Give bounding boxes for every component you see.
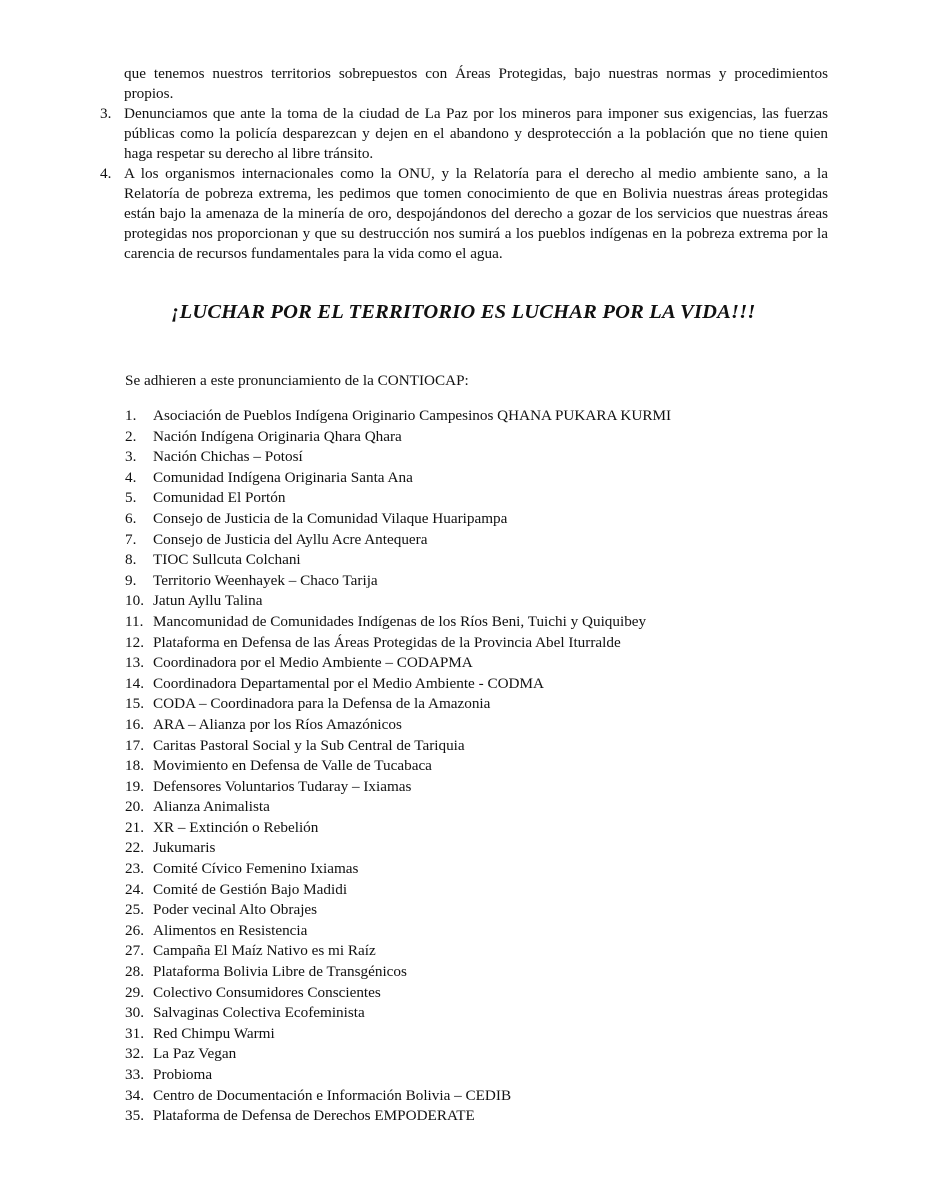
organization-item bbox=[125, 674, 845, 695]
organization-number: 31. bbox=[125, 1024, 144, 1042]
organization-item bbox=[125, 509, 845, 530]
organization-item bbox=[125, 612, 845, 633]
organization-number: 17. bbox=[125, 736, 144, 754]
organization-item bbox=[125, 1086, 845, 1107]
organization-name: Salvaginas Colectiva Ecofeminista bbox=[153, 1004, 365, 1022]
organization-name: Colectivo Consumidores Conscientes bbox=[153, 983, 381, 1001]
organization-item bbox=[125, 406, 845, 427]
organization-name: Alimentos en Resistencia bbox=[153, 921, 308, 939]
organization-name: Comunidad Indígena Originaria Santa Ana bbox=[153, 468, 413, 486]
organization-name: Alianza Animalista bbox=[153, 798, 270, 816]
organization-item bbox=[125, 818, 845, 839]
demand-item bbox=[100, 104, 828, 164]
adherence-intro: Se adhieren a este pronunciamiento de la CONTIOCAP: bbox=[125, 372, 469, 389]
organization-item bbox=[125, 633, 845, 654]
demand-number: 4. bbox=[100, 165, 112, 182]
organization-item bbox=[125, 1106, 845, 1127]
organization-item bbox=[125, 838, 845, 859]
organization-name: Plataforma Bolivia Libre de Transgénicos bbox=[153, 963, 407, 981]
organization-number: 11. bbox=[125, 612, 144, 630]
organization-item bbox=[125, 777, 845, 798]
organization-number: 29. bbox=[125, 983, 144, 1001]
organization-item bbox=[125, 900, 845, 921]
organization-number: 33. bbox=[125, 1066, 144, 1083]
demand-text: Denunciamos que ante la toma de la ciudad de La Paz por los mineros para imponer sus exigencias, las fuerzas públicas como la policía desparezcan y dejen en el abandono y desprotección a la población que no tiene quien haga respetar su derecho al libre tránsito. bbox=[124, 105, 828, 162]
organization-name: Jukumaris bbox=[153, 839, 216, 857]
organization-number: 4. bbox=[125, 468, 137, 486]
organization-item bbox=[125, 880, 845, 901]
organization-number: 7. bbox=[125, 530, 137, 548]
organization-item bbox=[125, 427, 845, 448]
organization-item bbox=[125, 756, 845, 777]
organization-name: Comunidad El Portón bbox=[153, 489, 286, 507]
organization-name: Centro de Documentación e Información Bolivia – CEDIB bbox=[153, 1086, 512, 1104]
organization-item bbox=[125, 1024, 845, 1045]
organization-number: 34. bbox=[125, 1086, 144, 1104]
organization-item bbox=[125, 447, 845, 468]
organization-number: 16. bbox=[125, 715, 144, 733]
organization-name: Territorio Weenhayek – Chaco Tarija bbox=[153, 571, 378, 589]
organization-item bbox=[125, 962, 845, 983]
organization-number: 20. bbox=[125, 798, 144, 816]
organization-name: ARA – Alianza por los Ríos Amazónicos bbox=[153, 715, 402, 733]
organization-number: 5. bbox=[125, 489, 137, 507]
organization-number: 9. bbox=[125, 571, 137, 589]
organization-item bbox=[125, 1065, 845, 1086]
organization-number: 19. bbox=[125, 777, 144, 795]
organization-item bbox=[125, 694, 845, 715]
demand-text: que tenemos nuestros territorios sobrepuestos con Áreas Protegidas, bajo nuestras normas y procedimientos propios. bbox=[124, 65, 828, 102]
organization-item bbox=[125, 1044, 845, 1065]
organization-item bbox=[125, 715, 845, 736]
organization-item bbox=[125, 1003, 845, 1024]
organization-name: Mancomunidad de Comunidades Indígenas de los Ríos Beni, Tuichi y Quiquibey bbox=[153, 612, 647, 630]
organization-name: Campaña El Maíz Nativo es mi Raíz bbox=[153, 942, 376, 960]
organization-number: 14. bbox=[125, 674, 144, 692]
organization-number: 28. bbox=[125, 963, 144, 981]
organization-number: 13. bbox=[125, 654, 144, 672]
organization-name: TIOC Sullcuta Colchani bbox=[153, 551, 301, 569]
organization-number: 6. bbox=[125, 509, 137, 527]
organization-name: CODA – Coordinadora para la Defensa de la Amazonia bbox=[153, 695, 491, 713]
demand-number: 3. bbox=[100, 105, 112, 122]
organization-name: Movimiento en Defensa de Valle de Tucabaca bbox=[153, 757, 432, 775]
organization-item bbox=[125, 488, 845, 509]
organization-name: Defensores Voluntarios Tudaray – Ixiamas bbox=[153, 777, 412, 795]
organization-item bbox=[125, 921, 845, 942]
organization-item bbox=[125, 550, 845, 571]
organization-name: Consejo de Justicia del Ayllu Acre Antequera bbox=[153, 530, 428, 548]
organization-number: 8. bbox=[125, 551, 137, 569]
organization-number: 21. bbox=[125, 818, 144, 836]
organization-name: Red Chimpu Warmi bbox=[153, 1024, 275, 1042]
organization-name: Jatun Ayllu Talina bbox=[153, 592, 263, 610]
organizations-list bbox=[125, 406, 845, 1127]
organization-number: 23. bbox=[125, 860, 144, 878]
organization-number: 12. bbox=[125, 633, 144, 651]
organization-number: 27. bbox=[125, 942, 144, 960]
organization-name: Nación Chichas – Potosí bbox=[153, 448, 303, 466]
organization-item bbox=[125, 941, 845, 962]
demand-text: A los organismos internacionales como la ONU, y la Relatoría para el derecho al medio ambiente sano, a la Relatoría de pobreza extrema, les pedimos que tomen conocimiento de que en Bolivia nuestras áreas protegidas están bajo la amenaza de la minería de oro, despojándonos del derecho a gozar de los servicios que nuestras áreas protegidas nos proporcionan y que su destrucción nos sumirá a los pueblos indígenas en la pobreza extrema por la carencia de recursos fundamentales para la vida como el agua. bbox=[124, 165, 828, 262]
organization-item bbox=[125, 736, 845, 757]
organization-item bbox=[125, 591, 845, 612]
organization-item bbox=[125, 468, 845, 489]
organization-name: Comité Cívico Femenino Ixiamas bbox=[153, 860, 359, 878]
organization-item bbox=[125, 653, 845, 674]
organization-number: 30. bbox=[125, 1004, 144, 1022]
organization-number: 35. bbox=[125, 1107, 144, 1125]
demand-item bbox=[100, 164, 828, 264]
organization-name: Plataforma de Defensa de Derechos EMPODERATE bbox=[153, 1107, 475, 1125]
organization-number: 1. bbox=[125, 407, 137, 424]
organization-name: Consejo de Justicia de la Comunidad Vilaque Huaripampa bbox=[153, 509, 508, 527]
organization-item bbox=[125, 530, 845, 551]
organization-number: 26. bbox=[125, 921, 144, 939]
organization-number: 25. bbox=[125, 901, 144, 919]
organization-name: XR – Extinción o Rebelión bbox=[153, 818, 319, 836]
organization-number: 15. bbox=[125, 695, 144, 713]
organization-number: 24. bbox=[125, 880, 144, 898]
organization-name: Caritas Pastoral Social y la Sub Central de Tariquia bbox=[153, 736, 465, 754]
slogan-heading: ¡LUCHAR POR EL TERRITORIO ES LUCHAR POR LA VIDA!!! bbox=[171, 301, 756, 323]
organization-item bbox=[125, 983, 845, 1004]
organization-name: Probioma bbox=[153, 1066, 213, 1083]
organization-name: Poder vecinal Alto Obrajes bbox=[153, 901, 318, 919]
organization-name: Nación Indígena Originaria Qhara Qhara bbox=[153, 427, 402, 445]
organization-name: Coordinadora por el Medio Ambiente – CODAPMA bbox=[153, 654, 473, 672]
organization-item bbox=[125, 797, 845, 818]
organization-number: 18. bbox=[125, 757, 144, 775]
organization-name: Coordinadora Departamental por el Medio Ambiente - CODMA bbox=[153, 674, 544, 692]
organization-number: 32. bbox=[125, 1045, 144, 1063]
organization-number: 10. bbox=[125, 592, 144, 610]
organization-name: Comité de Gestión Bajo Madidi bbox=[153, 880, 348, 898]
organization-number: 2. bbox=[125, 427, 137, 445]
organization-item bbox=[125, 859, 845, 880]
demand-item bbox=[112, 64, 828, 104]
demands-list bbox=[100, 64, 828, 264]
organization-number: 3. bbox=[125, 448, 137, 466]
organization-item bbox=[125, 571, 845, 592]
organization-name: La Paz Vegan bbox=[153, 1045, 237, 1063]
organization-number: 22. bbox=[125, 839, 144, 857]
organization-name: Plataforma en Defensa de las Áreas Protegidas de la Provincia Abel Iturralde bbox=[153, 633, 621, 651]
organization-name: Asociación de Pueblos Indígena Originario Campesinos QHANA PUKARA KURMI bbox=[153, 407, 672, 424]
